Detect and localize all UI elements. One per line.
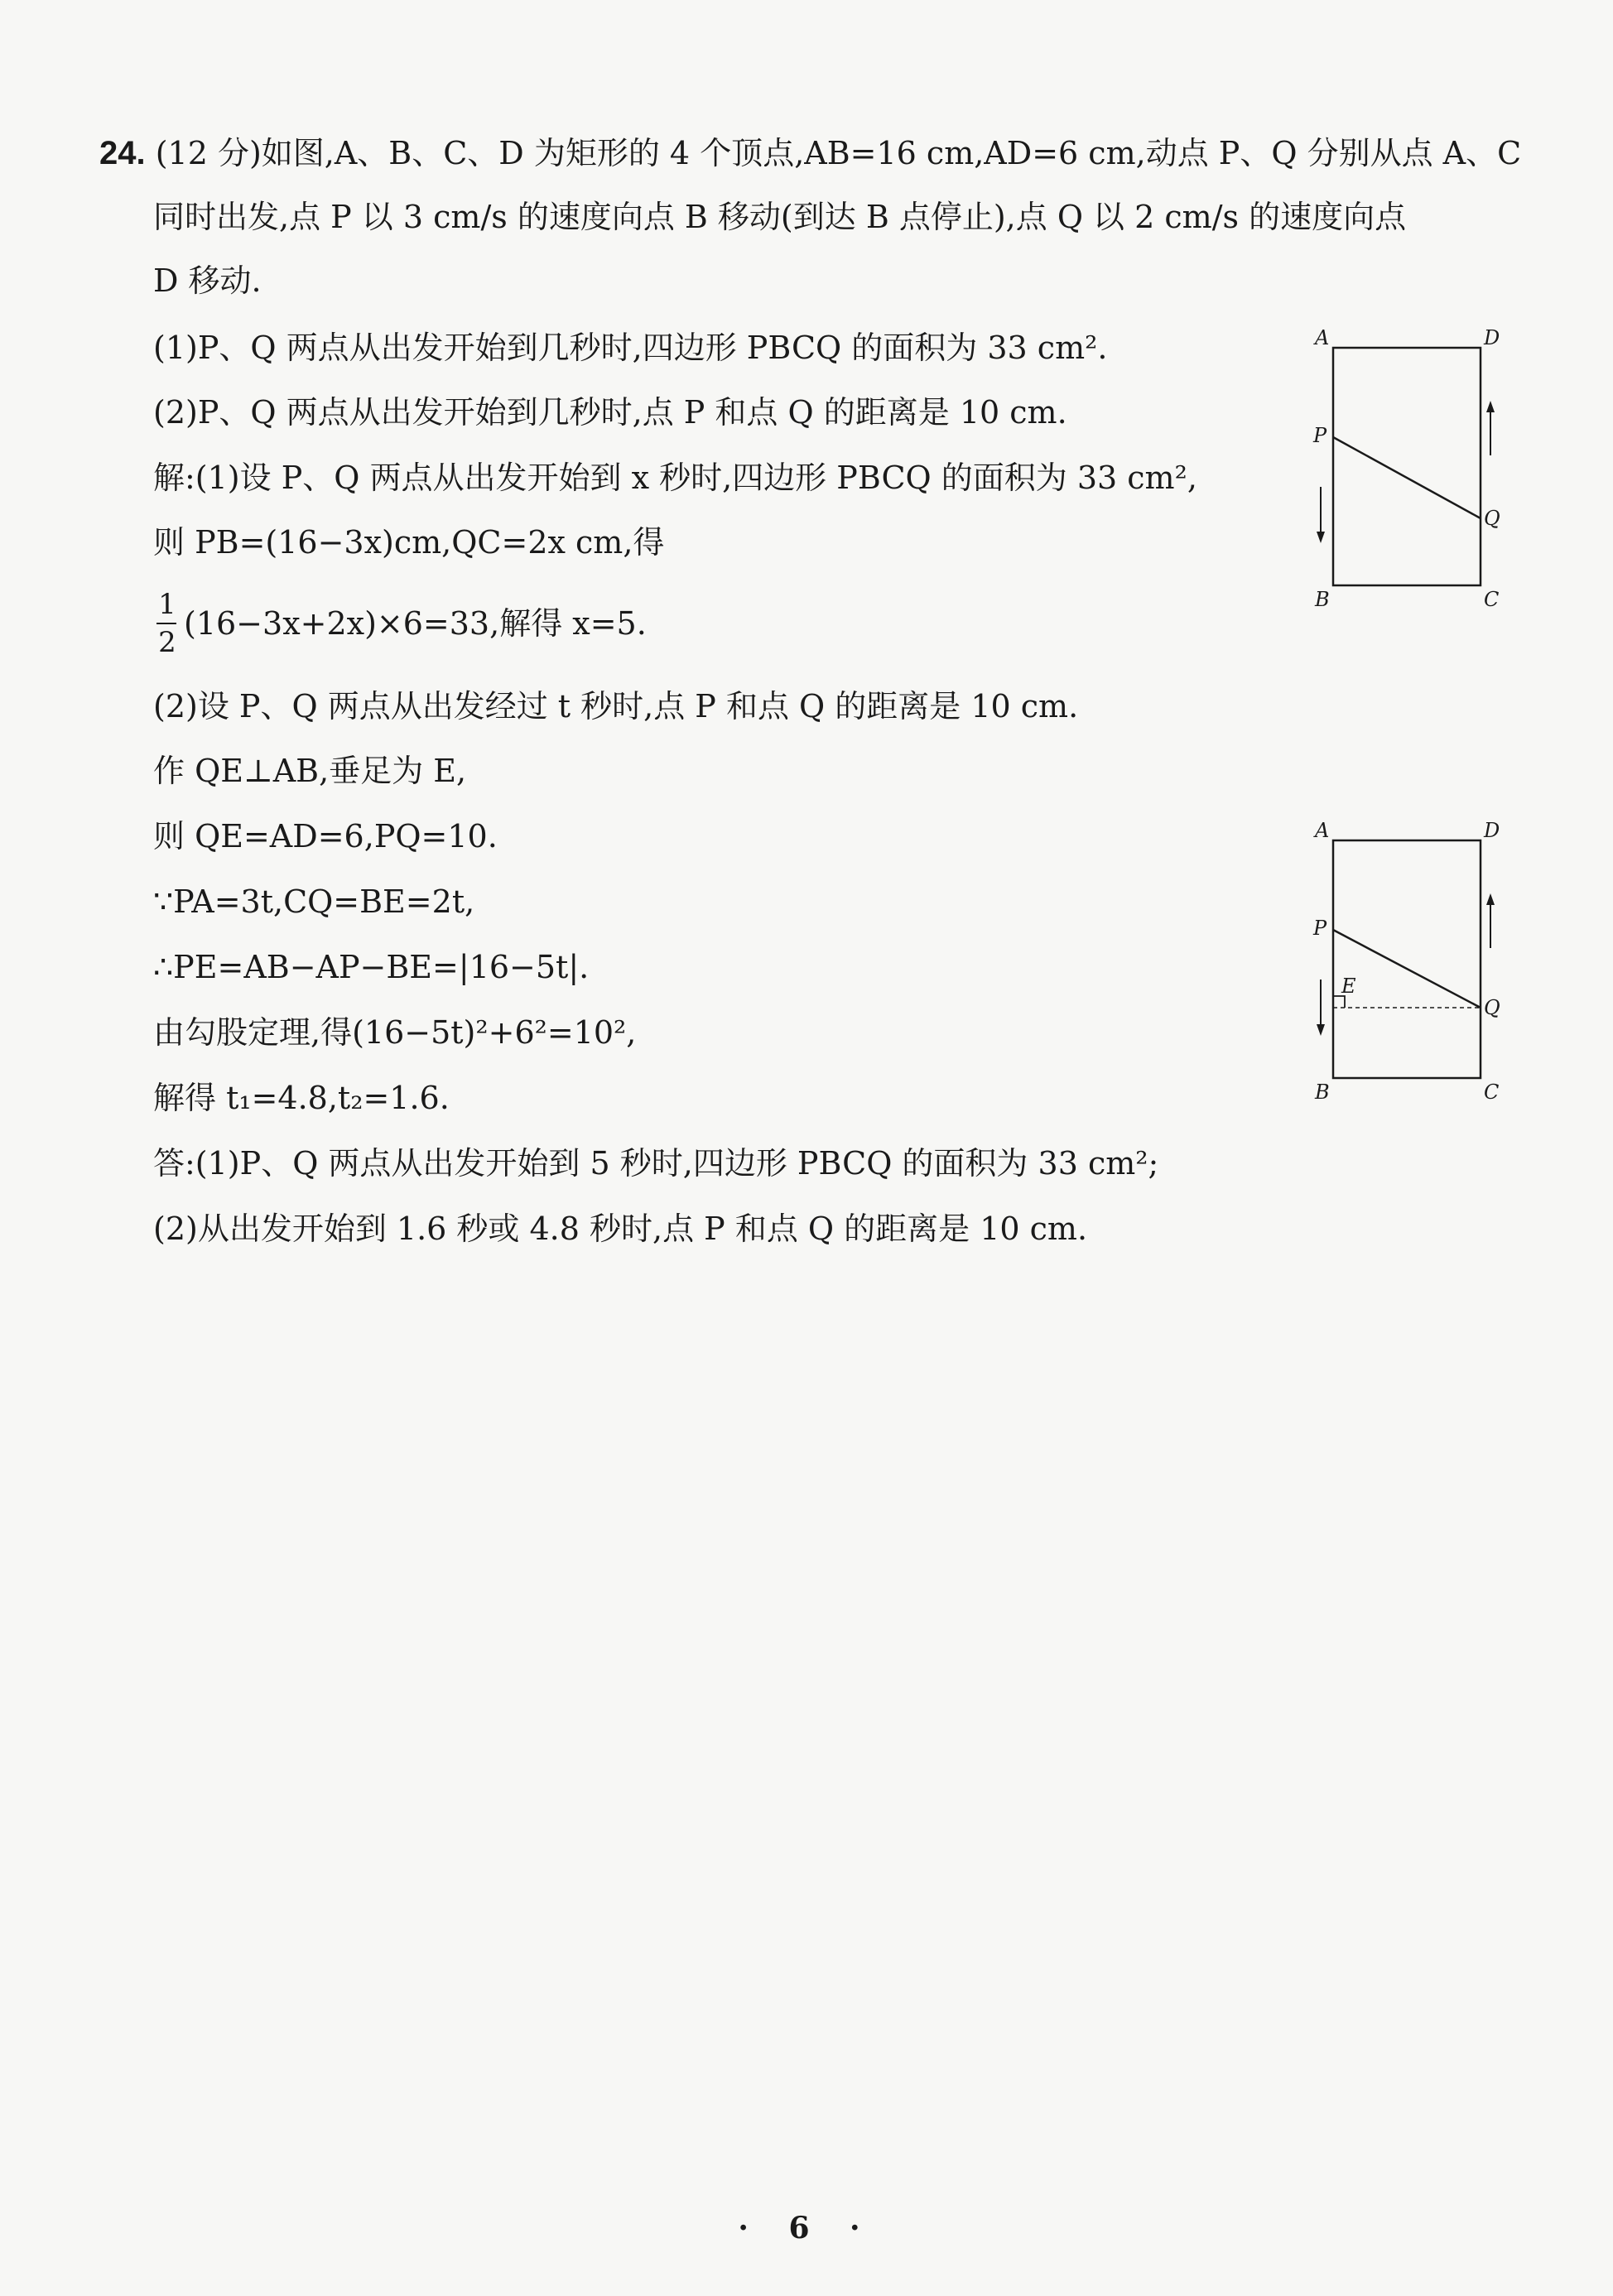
question-text-1: (12 分)如图,A、B、C、D 为矩形的 4 个顶点,AB=16 cm,AD=6 cm,动点 P、Q 分别从点 A、C [155,135,1522,171]
solution-line-8: ∴PE=AB−AP−BE=|16−5t|. [153,949,590,985]
label-q: Q [1484,507,1500,530]
arrow-up-head-icon [1486,893,1495,905]
question-line-3: D 移动. [153,262,262,299]
solution-line-2: 则 PB=(16−3x)cm,QC=2x cm,得 [153,524,665,561]
solution-line-9: 由勾股定理,得(16−5t)²+6²=10², [153,1014,637,1051]
rectangle-abcd [1333,840,1481,1078]
right-angle-mark-icon [1333,996,1345,1008]
arrow-down-head-icon [1317,1024,1325,1036]
fraction-bar [156,623,176,624]
figure-1-diagram [1300,315,1499,613]
label-p: P [1313,424,1327,447]
label-c: C [1484,1081,1500,1104]
label-q: Q [1484,996,1500,1019]
arrow-down-head-icon [1317,532,1325,543]
figure-1 [1300,315,1499,613]
solution-line-11: 答:(1)P、Q 两点从出发开始到 5 秒时,四边形 PBCQ 的面积为 33 cm²; [153,1145,1159,1182]
fraction-denominator: 2 [158,626,176,659]
label-e: E [1341,975,1356,998]
label-d: D [1484,326,1500,349]
question-line-2: 同时出发,点 P 以 3 cm/s 的速度向点 B 移动(到达 B 点停止),点 Q 以 2 cm/s 的速度向点 [153,199,1407,235]
solution-line-6: 则 QE=AD=6,PQ=10. [153,818,498,854]
solution-line-12: (2)从出发开始到 1.6 秒或 4.8 秒时,点 P 和点 Q 的距离是 10 cm. [153,1211,1088,1247]
label-p: P [1313,917,1327,940]
question-number: 24. [99,135,146,171]
solution-line-5: 作 QE⊥AB,垂足为 E, [153,753,467,789]
label-a: A [1315,326,1330,349]
solution-line-7: ∵PA=3t,CQ=BE=2t, [153,883,475,920]
label-d: D [1484,819,1500,842]
label-b: B [1315,1081,1330,1104]
rectangle-abcd [1333,348,1481,585]
label-b: B [1315,588,1330,611]
arrow-up-head-icon [1486,401,1495,412]
page-number: · 6 · [738,2211,875,2245]
label-a: A [1315,819,1330,842]
question-part-1: (1)P、Q 两点从出发开始到几秒时,四边形 PBCQ 的面积为 33 cm². [153,330,1108,366]
question-part-2: (2)P、Q 两点从出发开始到几秒时,点 P 和点 Q 的距离是 10 cm. [153,394,1067,431]
segment-pq [1333,437,1481,518]
solution-line-3: (16−3x+2x)×6=33,解得 x=5. [184,605,647,642]
figure-2-diagram [1300,807,1499,1105]
solution-line-10: 解得 t₁=4.8,t₂=1.6. [153,1080,450,1116]
figure-2 [1300,807,1499,1105]
label-c: C [1484,588,1500,611]
question-line-1 [99,132,1521,174]
solution-line-4: (2)设 P、Q 两点从出发经过 t 秒时,点 P 和点 Q 的距离是 10 cm. [153,688,1079,724]
fraction-numerator: 1 [158,588,176,621]
solution-line-1: 解:(1)设 P、Q 两点从出发开始到 x 秒时,四边形 PBCQ 的面积为 33 cm², [153,460,1197,496]
